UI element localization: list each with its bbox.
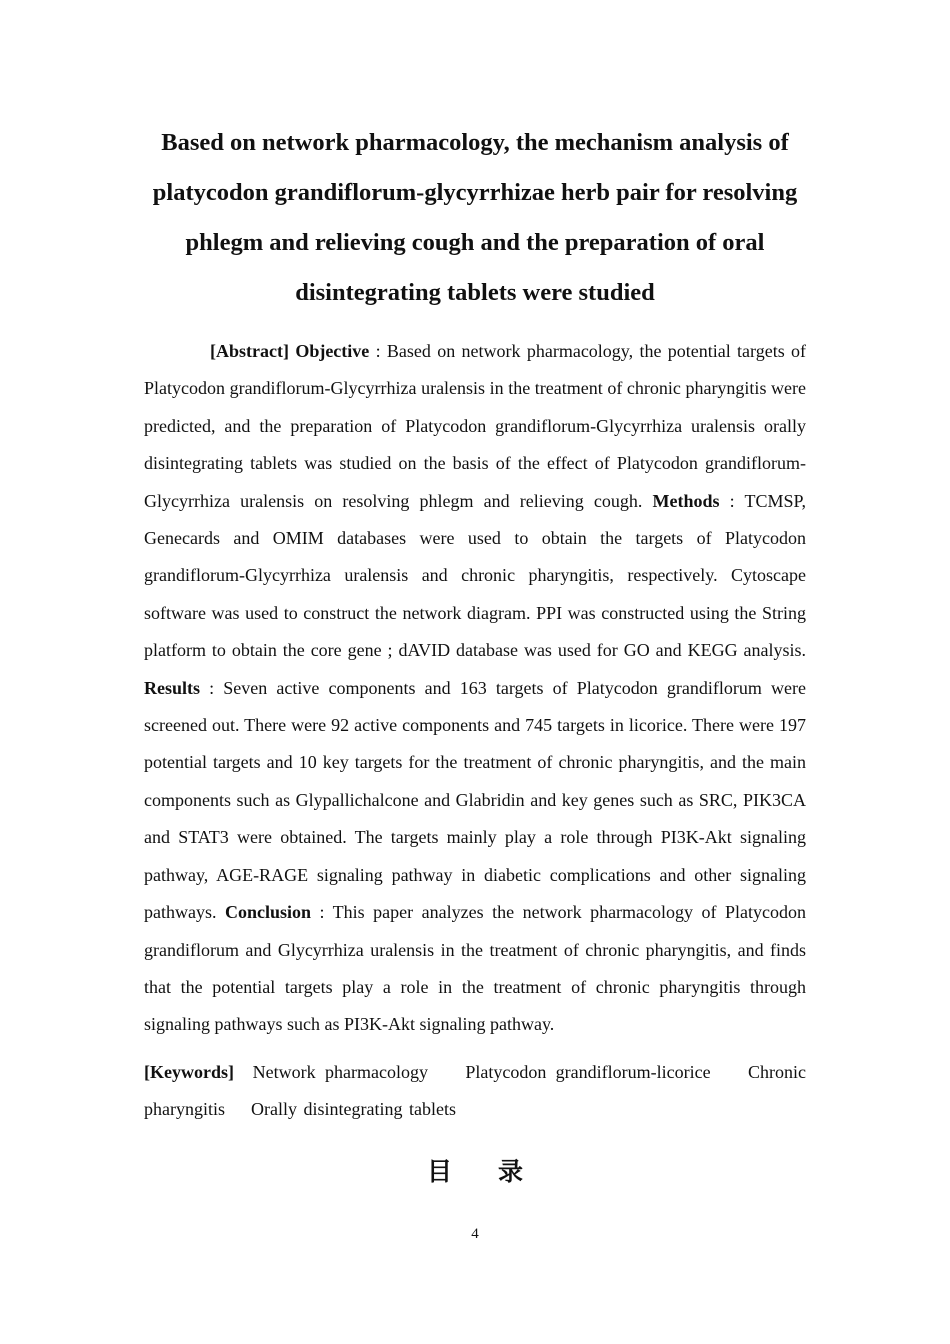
objective-label: Objective	[295, 341, 370, 361]
conclusion-label: Conclusion	[224, 902, 312, 923]
keywords-paragraph	[144, 1054, 806, 1129]
methods-label: Methods	[652, 490, 720, 511]
abstract-label: [Abstract]	[210, 341, 289, 361]
results-label: Results	[144, 677, 201, 698]
results-text: : Seven active components and 163 targets of Platycodon grandiflorum were screened out. There were 92 active components and 745 targets in licorice. There were 197 potential targets and 10 key targets for the treatment of chronic pharyngitis, and the main components such as Glypallichalcone and Glabridin and key genes such as SRC, PIK3CA and STAT3 were obtained. The targets mainly play a role through PI3K-Akt signaling pathway, AGE-RAGE signaling pathway in diabetic complications and other signaling pathways.	[144, 677, 806, 923]
page-number: 4	[471, 1226, 479, 1242]
toc-title: 目录	[426, 1157, 569, 1186]
keyword-item: Platycodon grandiflorum-licorice	[465, 1062, 711, 1082]
conclusion-text: : This paper analyzes the network pharmacology of Platycodon grandiflorum and Glycyrrhiza uralensis in the treatment of chronic pharyngitis, and finds that the potential targets play a role in the treatment of chronic pharyngitis through signaling pathways such as PI3K-Akt signaling pathway.	[144, 902, 807, 1035]
keyword-item: Orally disintegrating tablets	[251, 1099, 456, 1120]
objective-text: : Based on network pharmacology, the potential targets of Platycodon grandiflorum-Glycyrrhiza uralensis in the treatment of chronic pharyngitis were predicted, and the preparation of Platycodon grandiflorum-Glycyrrhiza uralensis orally disintegrating tablets was studied on the basis of the effect of Platycodon grandiflorum-Glycyrrhiza uralensis on resolving phlegm and relieving cough.	[144, 341, 807, 511]
keywords-label: [Keywords]	[144, 1062, 234, 1082]
methods-text: : TCMSP, Genecards and OMIM databases were used to obtain the targets of Platycodon grandiflorum-Glycyrrhiza uralensis and chronic pharyngitis, respectively. Cytoscape software was used to construct the network diagram. PPI was constructed using the String platform to obtain the core gene ; dAVID database was used for GO and KEGG analysis.	[144, 490, 806, 661]
paper-title: Based on network pharmacology, the mechanism analysis of platycodon grandiflorum-glycyrrhizae herb pair for resolving phlegm and relieving cough and the preparation of oral disintegrating tablets were studied	[152, 129, 798, 306]
keyword-item: Chronic pharyngitis	[144, 1062, 806, 1120]
abstract-paragraph	[144, 333, 806, 1044]
keyword-item: Network pharmacology	[252, 1062, 428, 1082]
